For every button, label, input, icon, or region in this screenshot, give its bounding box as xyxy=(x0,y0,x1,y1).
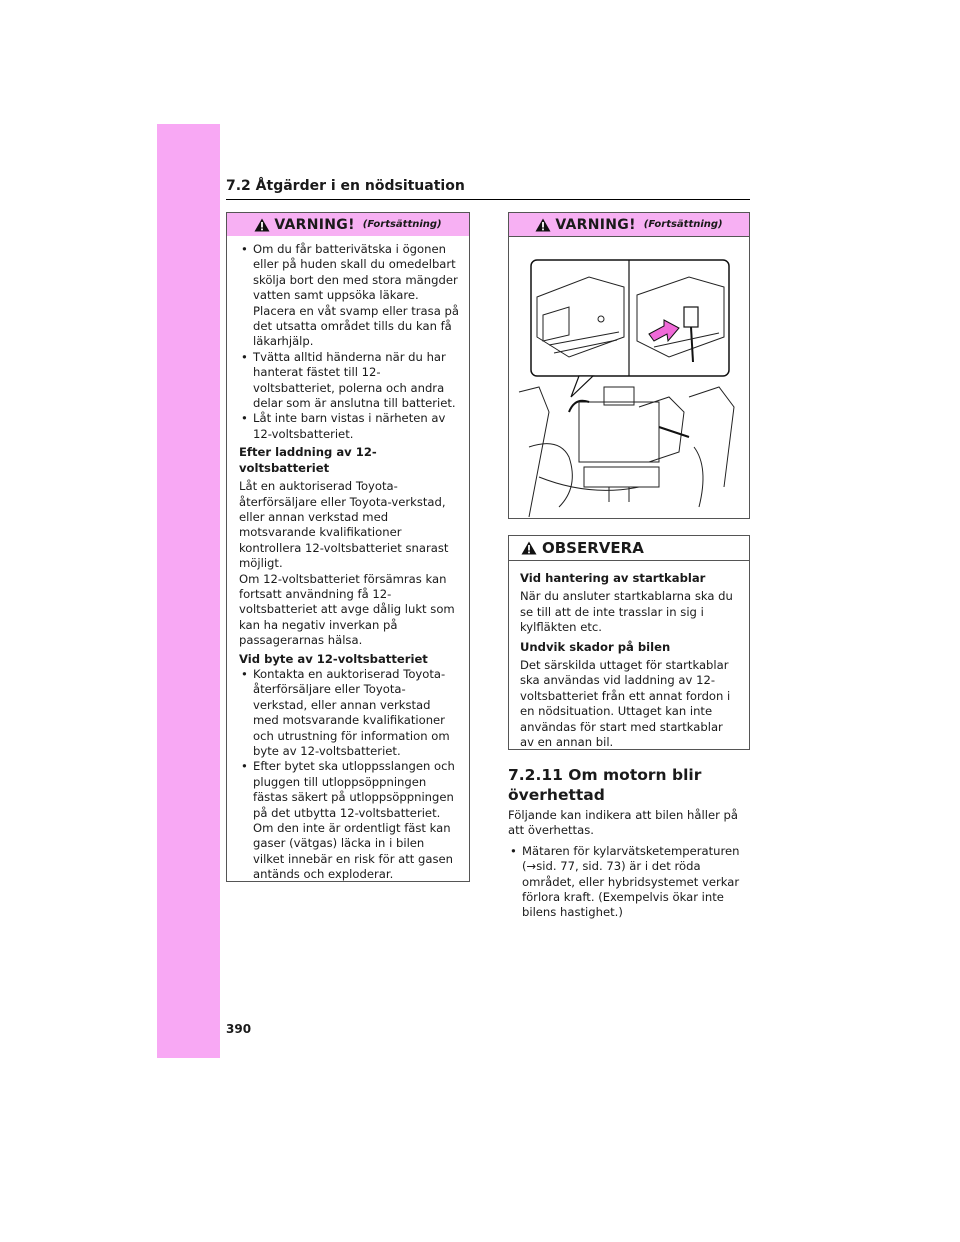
list-item: • Om du får batterivätska i ögonen eller på huden skall du omedelbart skölja bort den med stora mängder vatten samt uppsöka läkare. Placera en våt svamp eller trasa på det utsatta området tills du kan få läkarhjälp. xyxy=(239,242,459,350)
page-number: 390 xyxy=(226,1022,252,1036)
subsection-text xyxy=(508,808,750,921)
warning-continued: (Fortsättning) xyxy=(643,219,723,230)
observera-title: OBSERVERA xyxy=(542,539,644,557)
after-charge-text: Låt en auktoriserad Toyota-återförsäljare eller Toyota-verkstad, eller annan verkstad med motsvarande kvalifikationer kontrollera 12-voltsbatteriet snarast möjligt. xyxy=(239,479,449,571)
chapter-side-tab xyxy=(157,124,220,1058)
warning-title: VARNING! xyxy=(555,216,636,233)
warning-triangle-icon xyxy=(254,218,270,232)
warning-header xyxy=(509,213,749,236)
observera-text-1: När du ansluter startkablarna ska du se till att de inte trasslar in sig i kylfläkten etc. xyxy=(520,589,733,635)
section-heading: 7.2 Åtgärder i en nödsituation xyxy=(226,178,465,194)
subsection-intro: Följande kan indikera att bilen håller på att överhettas. xyxy=(508,808,739,838)
warning-box-right xyxy=(508,212,750,519)
list-item: • Tvätta alltid händerna när du har hanterat fästet till 12-voltsbatteriet, polerna och andra delar som är anslutna till batteriet. xyxy=(239,350,459,412)
warning-triangle-icon xyxy=(535,218,551,232)
list-item: • Efter bytet ska utloppsslangen och pluggen till utloppsöppningen fästas säkert på utloppsöppningen på det utbytta 12-voltsbatteriet. Om den inte är ordentligt fäst kan gaser (vätgas) läcka in i bilen vilket innebär en risk för att gasen antänds och exploderar. xyxy=(239,759,459,882)
subsection-heading: 7.2.11 Om motorn blir överhettad xyxy=(508,766,702,804)
replace-heading: Vid byte av 12-voltsbatteriet xyxy=(239,651,428,666)
warning-title: VARNING! xyxy=(274,216,355,233)
observera-box xyxy=(508,535,750,750)
observera-heading-2: Undvik skador på bilen xyxy=(520,639,671,654)
warning-header xyxy=(227,213,469,236)
battery-vent-illustration xyxy=(509,237,749,517)
warning-continued: (Fortsättning) xyxy=(362,219,442,230)
after-charge-text-2: Om 12-voltsbatteriet försämras kan fortsatt användning få 12-voltsbatteriet att avge dålig lukt som kan ha negativ inverkan på passagerarnas hälsa. xyxy=(239,571,455,648)
observera-heading-1: Vid hantering av startkablar xyxy=(520,571,706,585)
observera-header xyxy=(509,536,749,561)
warning-body xyxy=(227,236,469,891)
section-divider xyxy=(226,199,750,200)
list-item: • Låt inte barn vistas i närheten av 12-voltsbatteriet. xyxy=(239,411,459,442)
list-item: • Kontakta en auktoriserad Toyota-återförsäljare eller Toyota-verkstad, eller annan verkstad med motsvarande kvalifikationer och utrustning för information om byte av 12-voltsbatteriet. xyxy=(239,667,459,759)
observera-body xyxy=(509,561,749,756)
list-item: • Mätaren för kylarvätsketemperaturen (→sid. 77, sid. 73) är i det röda området, eller hybridsystemet verkar förlora kraft. (Exempelvis ökar inte bilens hastighet.) xyxy=(508,844,750,921)
warning-box-left xyxy=(226,212,470,882)
after-charge-heading: Efter laddning av 12-voltsbatteriet xyxy=(239,445,377,475)
warning-triangle-icon xyxy=(521,541,537,555)
observera-text-2: Det särskilda uttaget för startkablar ska användas vid laddning av 12-voltsbatteriet från ett annat fordon i en nödsituation. Uttaget kan inte användas för start med startkablar av en annan bil. xyxy=(520,658,731,750)
